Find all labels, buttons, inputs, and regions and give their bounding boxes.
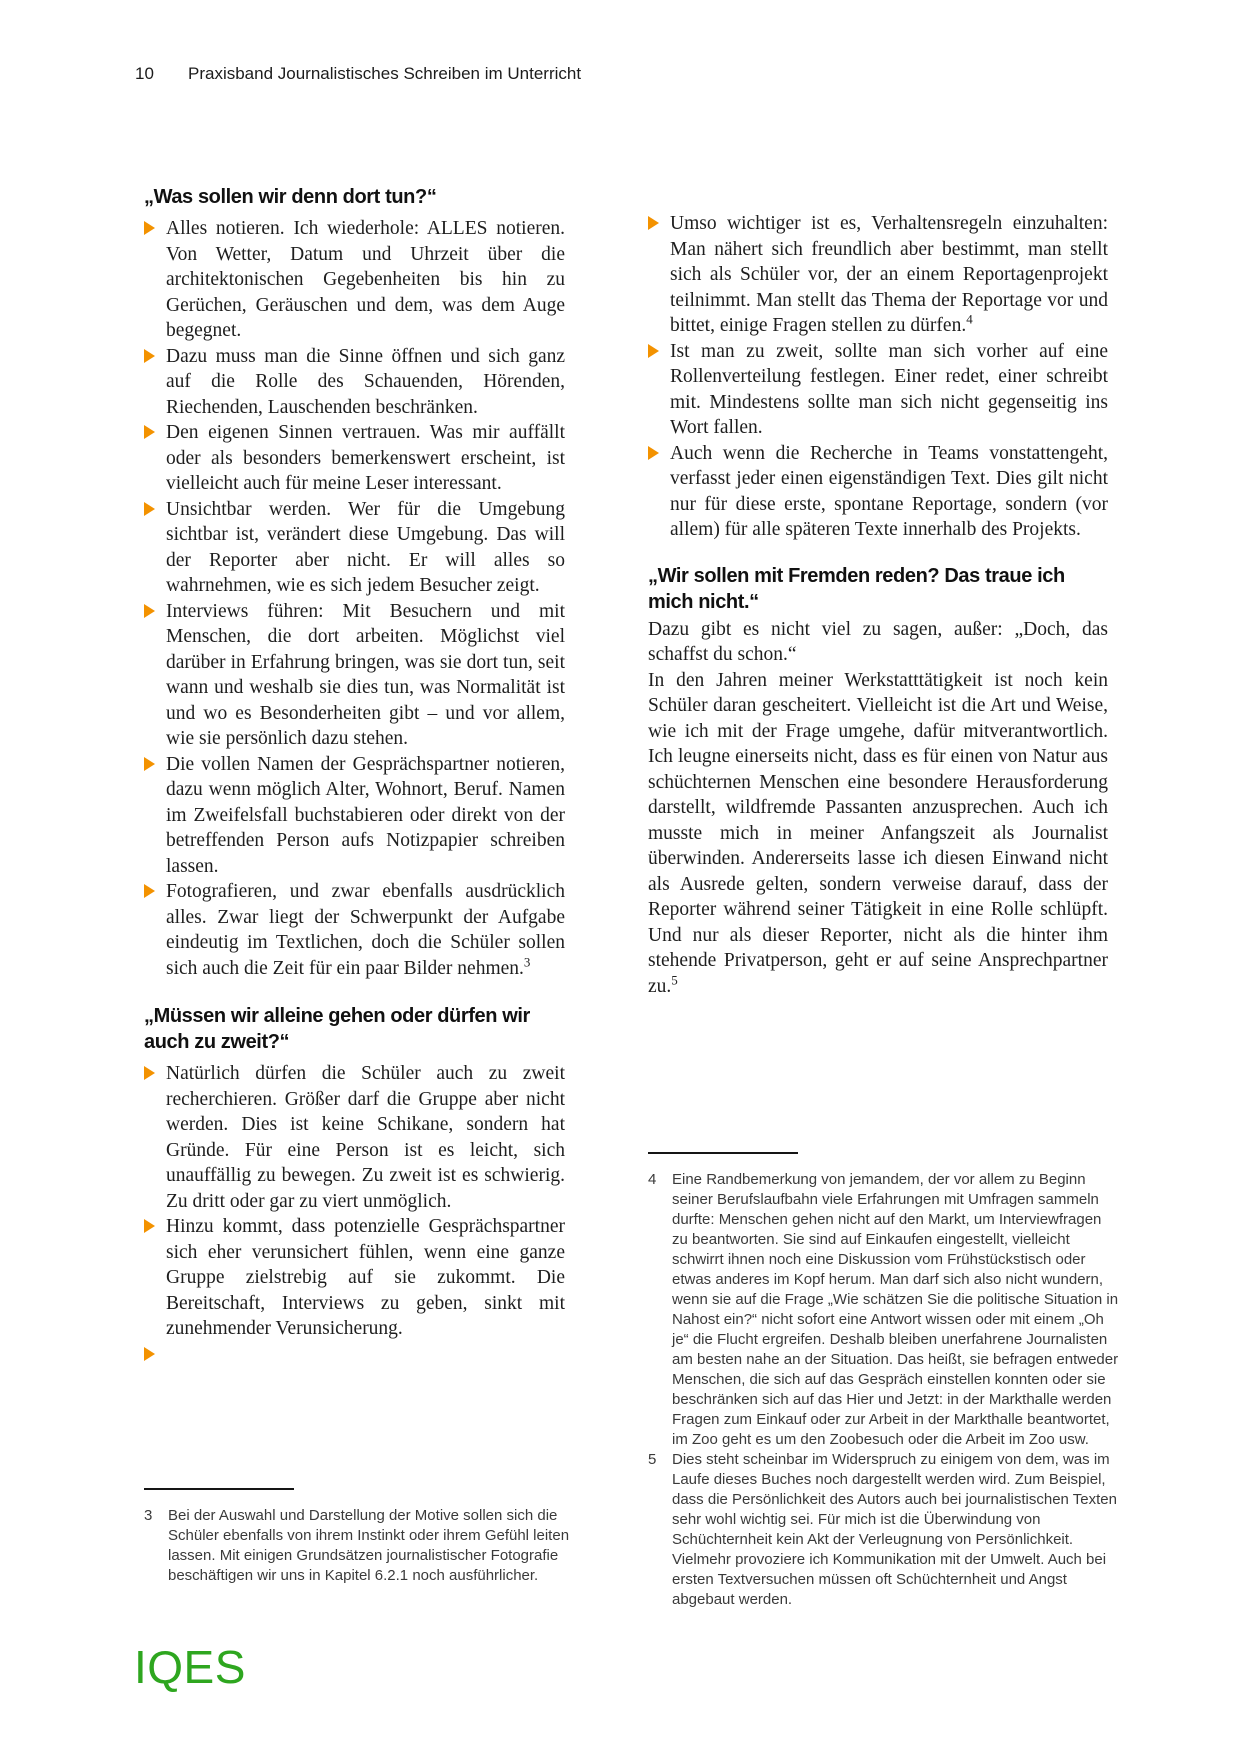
footnote: [144, 1506, 576, 1586]
bullet-triangle-icon: [144, 221, 155, 235]
bullet-list-1: [144, 216, 565, 981]
iqes-logo: IQES: [134, 1641, 246, 1693]
footnote-text: Dies steht scheinbar im Widerspruch zu einigem von dem, was im Laufe dieses Buches noch dargestellt werden wird. Zum Beispiel, dass die Persönlichkeit des Autors auch bei journalistischen Texten sehr wohl wichtig sei. Für mich ist die Überwindung von Schüchternheit kein Akt der Verleugnung von Persönlichkeit. Vielmehr provoziere ich Kommunikation mit der Umwelt. Auch bei ersten Textversuchen müssen oft Schüchternheit und Angst abgebaut werden.: [672, 1451, 1117, 1608]
footnote-number: 4: [648, 1171, 657, 1188]
list-item: [144, 599, 565, 752]
bullet-triangle-icon: [144, 884, 155, 898]
paragraph: [648, 617, 1108, 668]
section-heading-3: „Wir sollen mit Fremden reden? Das traue ich mich nicht.“: [648, 564, 1065, 613]
bullet-text: Umso wichtiger ist es, Verhaltensregeln einzuhalten: Man nähert sich freundlich aber bestimmt, man stellt sich als Schüler vor, der an einem Reportagenprojekt teilnimmt. Man stellt das Thema der Reportage vor und bittet, einige Fragen stellen zu dürfen.: [670, 213, 1108, 336]
footnote-ref: 5: [671, 972, 678, 987]
footnote-number: 5: [648, 1451, 657, 1468]
bullet-triangle-icon: [144, 502, 155, 516]
bullet-text: Unsichtbar werden. Wer für die Umgebung sichtbar ist, verändert diese Umgebung. Das will der Reporter aber nicht. Er will alles so wahrnehmen, wie es sich jedem Besucher zeigt.: [166, 498, 565, 596]
bullet-text: Auch wenn die Recherche in Teams vonstattengeht, verfasst jeder einen eigenständigen Text. Dies gilt nicht nur für diese erste, spontane Reportage, sondern (vor allem) für alle späteren Texte innerhalb des Projekts.: [670, 442, 1108, 540]
section-heading-1: „Was sollen wir denn dort tun?“: [144, 186, 437, 208]
paragraph: [648, 668, 1108, 1000]
right-column: [648, 211, 1108, 999]
footnote-block-right: [648, 1152, 1120, 1610]
bullet-triangle-icon: [144, 1219, 155, 1233]
left-column: [144, 184, 565, 1367]
list-item: [144, 1214, 565, 1342]
list-item: [144, 420, 565, 497]
footnote: [648, 1450, 1120, 1610]
bullet-text: Hinzu kommt, dass potenzielle Gesprächspartner sich eher verunsichert fühlen, wenn eine ganze Gruppe zielstrebig auf sie zukommt. Die Bereitschaft, Interviews zu geben, sinkt mit zunehmender Verunsicherung.: [166, 1216, 565, 1339]
footnote-ref: 3: [523, 954, 531, 969]
bullet-triangle-icon: [144, 1347, 155, 1361]
footnote-separator: [144, 1488, 294, 1490]
bullet-text: Natürlich dürfen die Schüler auch zu zweit recherchieren. Größer darf die Gruppe aber nicht werden. Dies ist keine Schikane, sondern hat Gründe. Für eine Person ist es leicht, sich unauffällig zu bewegen. Zu zweit ist es schwierig. Zu dritt oder gar zu viert unmöglich.: [166, 1063, 565, 1212]
bullet-triangle-icon: [144, 757, 155, 771]
list-item: [648, 441, 1108, 543]
section-heading-2: „Müssen wir alleine gehen oder dürfen wir auch zu zweit?“: [144, 1005, 530, 1053]
running-title: Praxisband Journalistisches Schreiben im Unterricht: [188, 64, 582, 83]
list-item: [144, 344, 565, 421]
bullet-text: Interviews führen: Mit Besuchern und mit Menschen, die dort arbeiten. Möglichst viel darüber in Erfahrung bringen, was sie dort tun, seit wann und weshalb sie dies tun, was Normalität ist und wo es Besonderheiten gibt – und vor allem, wie sie persönlich dazu stehen.: [166, 600, 565, 749]
bullet-triangle-icon: [144, 604, 155, 618]
list-item: [144, 216, 565, 344]
footnote-block-left: [144, 1488, 576, 1586]
footnote-separator: [648, 1152, 798, 1154]
list-item: [648, 211, 1108, 339]
list-item: [648, 339, 1108, 441]
bullet-text: Den eigenen Sinnen vertrauen. Was mir auffällt oder als besonders bemerkenswert erscheint, ist vielleicht auch für meine Leser interessant.: [166, 422, 565, 494]
bullet-text: Dazu muss man die Sinne öffnen und sich ganz auf die Rolle des Schauenden, Hörenden, Riechenden, Lauschenden beschränken.: [166, 345, 565, 418]
bullet-triangle-icon: [648, 446, 659, 460]
footnote: [648, 1170, 1120, 1450]
bullet-list-3: [648, 211, 1108, 543]
footnote-text: Bei der Auswahl und Darstellung der Motive sollen sich die Schüler ebenfalls von ihrem Instinkt oder ihrem Gefühl leiten lassen. Mit einigen Grundsätzen journalistischer Fotografie beschäftigen wir uns in Kapitel 6.2.1 noch ausführlicher.: [168, 1507, 570, 1584]
paragraph-text: Dazu gibt es nicht viel zu sagen, außer: „Doch, das schaffst du schon.“: [648, 618, 1108, 665]
page-number: 10: [135, 64, 154, 83]
list-item: [144, 752, 565, 880]
bullet-text: Fotografieren, und zwar ebenfalls ausdrücklich alles. Zwar liegt der Schwerpunkt der Aufgabe eindeutig im Textlichen, doch die Schüler sollen sich auch die Zeit für ein paar Bilder nehmen.: [166, 881, 565, 979]
bullet-triangle-icon: [648, 344, 659, 358]
bullet-text: Die vollen Namen der Gesprächspartner notieren, dazu wenn möglich Alter, Wohnort, Beruf. Namen im Zweifelsfall buchstabieren oder direkt von der betreffenden Person aufs Notizpapier schreiben lassen.: [166, 753, 565, 877]
footnote-ref: 4: [966, 311, 973, 327]
list-item: [144, 879, 565, 981]
bullet-text: Alles notieren. Ich wiederhole: ALLES notieren. Von Wetter, Datum und Uhrzeit über die architektonischen Gegebenheiten bis hin zu Gerüchen, Geräuschen und dem, was dem Auge begegnet.: [166, 218, 565, 341]
list-item: [144, 1061, 565, 1214]
list-item: [144, 497, 565, 599]
list-item: [144, 1342, 565, 1367]
bullet-triangle-icon: [144, 425, 155, 439]
bullet-list-2: [144, 1061, 565, 1367]
bullet-triangle-icon: [648, 216, 659, 230]
footnote-text: Eine Randbemerkung von jemandem, der vor allem zu Beginn seiner Berufslaufbahn viele Erfahrungen mit Umfragen sammeln durfte: Menschen gehen nicht auf den Markt, um Interviewfragen zu beantworten. Sie sind auf Einkaufen eingestellt, vielleicht schwirrt ihnen noch eine Diskussion vom Frühstückstisch oder etwas anderes im Kopf herum. Man darf sich also nicht wundern, wenn sie auf die Frage „Wie schätzen Sie die politische Situation in Nahost ein?“ nicht sofort eine Antwort wissen oder mit einem „Oh je“ die Flucht ergreifen. Deshalb bleiben unerfahrene Journalisten am besten nahe an der Situation. Das heißt, sie befragen entweder Menschen, die sich auf das Gespräch einstellen konnten oder sie beschränken sich auf das Hier und Jetzt: in der Markthalle werden Fragen zum Einkauf oder zur Arbeit in der Markthalle beantwortet, im Zoo geht es um den Zoobesuch oder die Arbeit im Zoo usw.: [672, 1171, 1119, 1448]
bullet-triangle-icon: [144, 1066, 155, 1080]
running-header: [135, 64, 581, 84]
footnote-number: 3: [144, 1507, 153, 1524]
paragraph-text: In den Jahren meiner Werkstatttätigkeit ist noch kein Schüler daran gescheitert. Vielleicht ist die Art und Weise, wie ich mit der Frage umgehe, dafür mitverantwortlich. Ich leugne einerseits nicht, dass es für einen von Natur aus schüchternen Menschen eine besondere Herausforderung darstellt, wildfremde Passanten anzusprechen. Auch ich musste mich in meiner Anfangszeit als Journalist überwinden. Andererseits lasse ich diesen Einwand nicht als Ausrede gelten, sondern verweise darauf, dass der Reporter während seiner Tätigkeit in eine Rolle schlüpft. Und nur als dieser Reporter, nicht als die hinter ihm stehende Privatperson, geht er auf seine Ansprechpartner zu.: [648, 669, 1108, 997]
bullet-triangle-icon: [144, 349, 155, 363]
bullet-text: Ist man zu zweit, sollte man sich vorher auf eine Rollenverteilung festlegen. Einer redet, einer schreibt mit. Mindestens sollte man sich nicht gegenseitig ins Wort fallen.: [670, 340, 1108, 438]
